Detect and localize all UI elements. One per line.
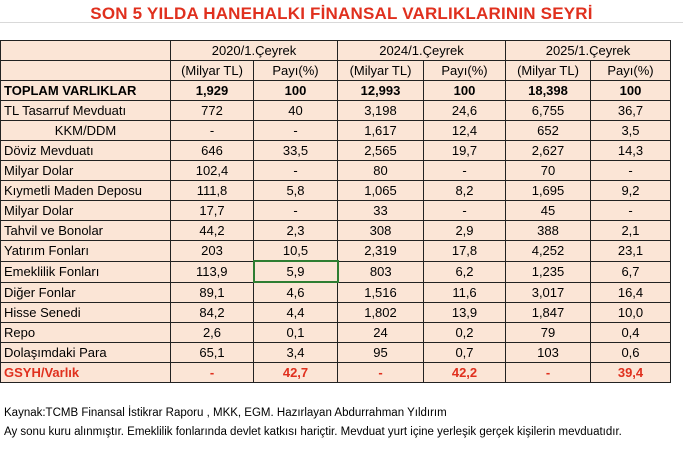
row-label[interactable]: Milyar Dolar (1, 161, 171, 181)
table-cell[interactable]: 100 (254, 81, 338, 101)
table-cell[interactable]: - (424, 161, 506, 181)
table-cell[interactable]: 2,9 (424, 221, 506, 241)
header-row-periods (1, 41, 671, 61)
table-cell[interactable]: 14,3 (591, 141, 671, 161)
row-label[interactable]: Diğer Fonlar (1, 282, 171, 303)
table-row-stocks (1, 303, 671, 323)
table-cell[interactable]: 2,319 (338, 241, 424, 262)
source-note: Kaynak:TCMB Finansal İstikrar Raporu , MKK, EGM. Hazırlayan Abdurrahman Yıldırım (4, 407, 447, 419)
table-cell[interactable]: 24,6 (424, 101, 506, 121)
row-label[interactable]: Emeklilik Fonları (1, 261, 171, 282)
table-cell[interactable]: 308 (338, 221, 424, 241)
table-cell[interactable]: 9,2 (591, 181, 671, 201)
table-cell[interactable]: 4,252 (506, 241, 591, 262)
table-cell[interactable]: 0,1 (254, 323, 338, 343)
row-label[interactable]: Dolaşımdaki Para (1, 343, 171, 363)
table-cell[interactable]: 103 (506, 343, 591, 363)
table-cell[interactable]: 36,7 (591, 101, 671, 121)
table-cell[interactable]: 1,065 (338, 181, 424, 201)
table-cell[interactable]: 1,235 (506, 261, 591, 282)
row-label[interactable]: TOPLAM VARLIKLAR (1, 81, 171, 101)
table-cell[interactable]: - (254, 161, 338, 181)
table-cell[interactable]: 772 (171, 101, 254, 121)
table-cell[interactable]: 0,6 (591, 343, 671, 363)
table-row-tl-deposits (1, 101, 671, 121)
table-cell[interactable]: 0,2 (424, 323, 506, 343)
table-cell[interactable]: 111,8 (171, 181, 254, 201)
table-cell[interactable]: 0,7 (424, 343, 506, 363)
table-cell[interactable]: 13,9 (424, 303, 506, 323)
table-cell[interactable]: 10,0 (591, 303, 671, 323)
table-cell[interactable]: 1,929 (171, 81, 254, 101)
table-cell[interactable]: 11,6 (424, 282, 506, 303)
table-cell[interactable]: 79 (506, 323, 591, 343)
table-cell[interactable]: 17,8 (424, 241, 506, 262)
table-cell[interactable]: 1,802 (338, 303, 424, 323)
table-cell[interactable]: 70 (506, 161, 591, 181)
table-cell[interactable]: 388 (506, 221, 591, 241)
row-label[interactable]: Hisse Senedi (1, 303, 171, 323)
table-cell[interactable]: 12,4 (424, 121, 506, 141)
table-cell[interactable]: 1,695 (506, 181, 591, 201)
table-row-total-assets (1, 81, 671, 101)
table-cell[interactable]: 33 (338, 201, 424, 221)
footnotes (4, 404, 680, 442)
row-label[interactable]: GSYH/Varlık (1, 363, 171, 383)
table-row-gdp-ratio (1, 363, 671, 383)
selected-cell[interactable]: 5,9 (254, 261, 338, 282)
table-cell[interactable]: - (171, 121, 254, 141)
row-label[interactable]: Milyar Dolar (1, 201, 171, 221)
table-cell[interactable]: 24 (338, 323, 424, 343)
table-cell[interactable]: 18,398 (506, 81, 591, 101)
page-title: SON 5 YILDA HANEHALKI FİNANSAL VARLIKLARININ SEYRİ (90, 4, 593, 23)
table-cell[interactable]: - (424, 201, 506, 221)
table-cell[interactable]: 3,4 (254, 343, 338, 363)
table-row-other-funds (1, 282, 671, 303)
table-cell[interactable]: 84,2 (171, 303, 254, 323)
row-label[interactable]: Tahvil ve Bonolar (1, 221, 171, 241)
table-cell[interactable]: 646 (171, 141, 254, 161)
row-label[interactable]: KKM/DDM (1, 121, 171, 141)
table-cell[interactable]: 42,2 (424, 363, 506, 383)
table-cell[interactable]: 2,565 (338, 141, 424, 161)
table-cell[interactable]: 23,1 (591, 241, 671, 262)
table-cell[interactable]: 203 (171, 241, 254, 262)
table-row-precious-metals (1, 181, 671, 201)
table-cell[interactable]: - (591, 201, 671, 221)
table-cell[interactable]: - (506, 363, 591, 383)
table-cell[interactable]: 5,8 (254, 181, 338, 201)
table-row-fx-deposits (1, 141, 671, 161)
row-label[interactable]: Repo (1, 323, 171, 343)
period-header-2020[interactable]: 2020/1.Çeyrek (171, 41, 338, 61)
table-cell[interactable]: 10,5 (254, 241, 338, 262)
table-cell[interactable]: 8,2 (424, 181, 506, 201)
table-cell[interactable]: 89,1 (171, 282, 254, 303)
table-row-bonds (1, 221, 671, 241)
table-cell[interactable]: - (254, 201, 338, 221)
table-cell[interactable]: 1,617 (338, 121, 424, 141)
row-label[interactable]: Yatırım Fonları (1, 241, 171, 262)
row-label[interactable]: Döviz Mevduatı (1, 141, 171, 161)
table-cell[interactable]: - (254, 121, 338, 141)
row-label[interactable]: TL Tasarruf Mevduatı (1, 101, 171, 121)
table-cell[interactable]: 2,6 (171, 323, 254, 343)
row-label[interactable]: Kıymetli Maden Deposu (1, 181, 171, 201)
table-cell[interactable]: 113,9 (171, 261, 254, 282)
table-cell[interactable]: 65,1 (171, 343, 254, 363)
table-cell[interactable]: 12,993 (338, 81, 424, 101)
table-row-pension-funds (1, 261, 671, 282)
table-cell[interactable]: 102,4 (171, 161, 254, 181)
table-cell[interactable]: 17,7 (171, 201, 254, 221)
table-cell[interactable]: 40 (254, 101, 338, 121)
table-cell[interactable]: 3,5 (591, 121, 671, 141)
table-cell[interactable]: 803 (338, 261, 424, 282)
table-cell[interactable]: 1,516 (338, 282, 424, 303)
table-row-metals-billion-usd (1, 201, 671, 221)
table-cell[interactable]: 44,2 (171, 221, 254, 241)
table-cell[interactable]: 6,2 (424, 261, 506, 282)
table-cell[interactable]: 100 (591, 81, 671, 101)
table-row-kkm (1, 121, 671, 141)
unit-share-header[interactable]: Payı(%) (254, 61, 338, 81)
table-cell[interactable]: 4,6 (254, 282, 338, 303)
table-cell[interactable]: 2,1 (591, 221, 671, 241)
assets-table (0, 40, 671, 383)
table-cell[interactable]: - (338, 363, 424, 383)
unit-amount-header[interactable]: (Milyar TL) (506, 61, 591, 81)
unit-share-header[interactable]: Payı(%) (591, 61, 671, 81)
table-row-repo (1, 323, 671, 343)
header-corner[interactable] (1, 41, 171, 61)
table-row-fx-billion-usd (1, 161, 671, 181)
table-cell[interactable]: 95 (338, 343, 424, 363)
table-cell[interactable]: 6,755 (506, 101, 591, 121)
table-cell[interactable]: 33,5 (254, 141, 338, 161)
table-cell[interactable]: 2,627 (506, 141, 591, 161)
table-cell[interactable]: 100 (424, 81, 506, 101)
table-cell[interactable]: 1,847 (506, 303, 591, 323)
table-cell[interactable]: 3,198 (338, 101, 424, 121)
table-cell[interactable]: 39,4 (591, 363, 671, 383)
table-cell[interactable]: 6,7 (591, 261, 671, 282)
period-header-2025[interactable]: 2025/1.Çeyrek (506, 41, 671, 61)
table-cell[interactable]: 80 (338, 161, 424, 181)
table-cell[interactable]: 652 (506, 121, 591, 141)
table-cell[interactable]: 0,4 (591, 323, 671, 343)
table-cell[interactable]: - (171, 363, 254, 383)
table-cell[interactable]: 3,017 (506, 282, 591, 303)
table-cell[interactable]: 16,4 (591, 282, 671, 303)
table-row-investment-funds (1, 241, 671, 262)
table-cell[interactable]: - (591, 161, 671, 181)
unit-share-header[interactable]: Payı(%) (424, 61, 506, 81)
table-cell[interactable]: 45 (506, 201, 591, 221)
period-header-2024[interactable]: 2024/1.Çeyrek (338, 41, 506, 61)
header-corner-2[interactable] (1, 61, 171, 81)
table-cell[interactable]: 42,7 (254, 363, 338, 383)
table-row-currency-in-circulation (1, 343, 671, 363)
table-cell[interactable]: 2,3 (254, 221, 338, 241)
header-row-units (1, 61, 671, 81)
table-cell[interactable]: 19,7 (424, 141, 506, 161)
unit-amount-header[interactable]: (Milyar TL) (171, 61, 254, 81)
table-cell[interactable]: 4,4 (254, 303, 338, 323)
unit-amount-header[interactable]: (Milyar TL) (338, 61, 424, 81)
method-note: Ay sonu kuru alınmıştır. Emeklilik fonlarında devlet katkısı hariçtir. Mevduat yurt içine yerleşik gerçek kişilerin mevduatıdır. (4, 426, 622, 438)
